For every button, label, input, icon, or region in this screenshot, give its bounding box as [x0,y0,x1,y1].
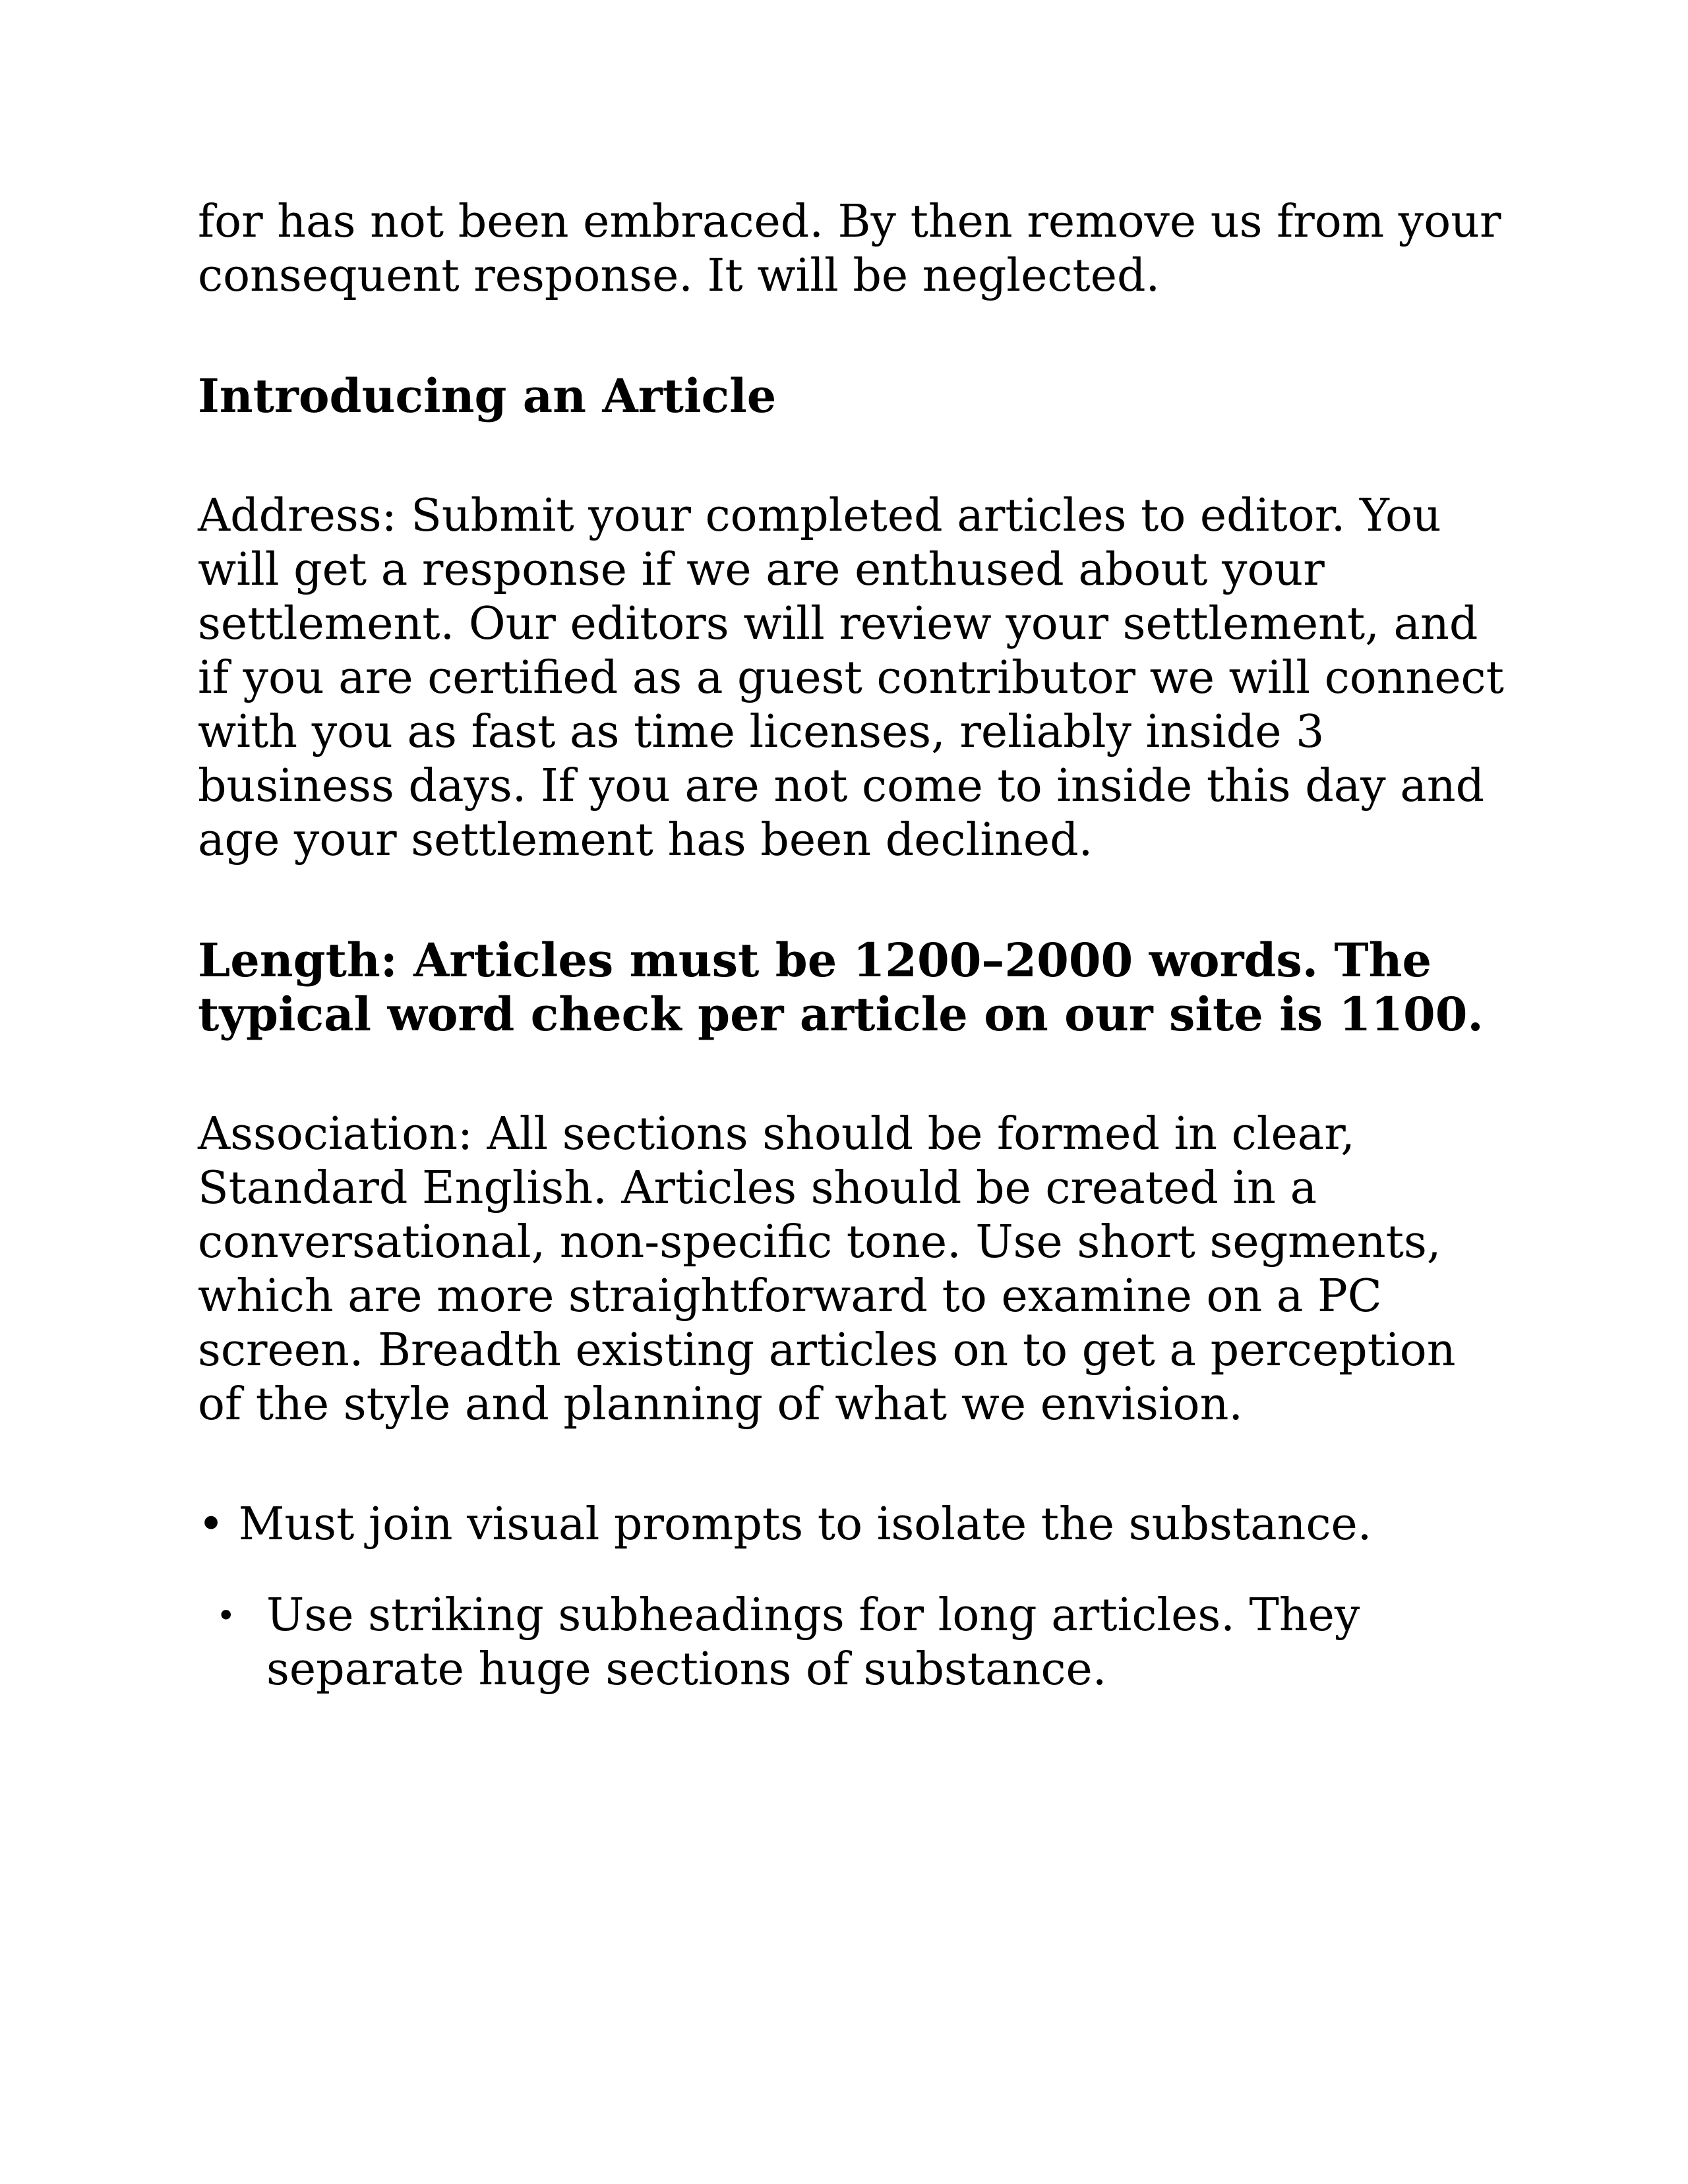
inline-bullet-line: • Must join visual prompts to isolate the substance. [198,1498,1372,1550]
association-paragraph: Association: All sections should be formed in clear, Standard English. Articles should be created in a conversational, non-specific tone. Use short segments, which are more straightforward to examine on a PC screen. Breadth existing articles on to get a perception of the style and planning of what we envision. [198,1108,1456,1431]
length-heading: Length: Articles must be 1200–2000 words. The typical word check per article on our site is 1100. [198,933,1484,1042]
address-paragraph: Address: Submit your completed articles to editor. You will get a response if we are enthused about your settlement. Our editors will review your settlement, and if you are certified as a guest contributor we will connect with you as fast as time licenses, reliably inside 3 business days. If you are not come to inside this day and age your settlement has been declined. [198,490,1504,866]
bullet-icon: • [216,1597,236,1635]
section-heading: Introducing an Article [198,369,777,423]
list-item-text: Use striking subheadings for long articles. They separate huge sections of substance. [266,1589,1360,1696]
document-page [198,195,1510,1697]
bullet-list [198,1589,1510,1697]
list-item [198,1589,1510,1697]
opening-paragraph: for has not been embraced. By then remove us from your consequent response. It will be neglected. [198,196,1501,302]
